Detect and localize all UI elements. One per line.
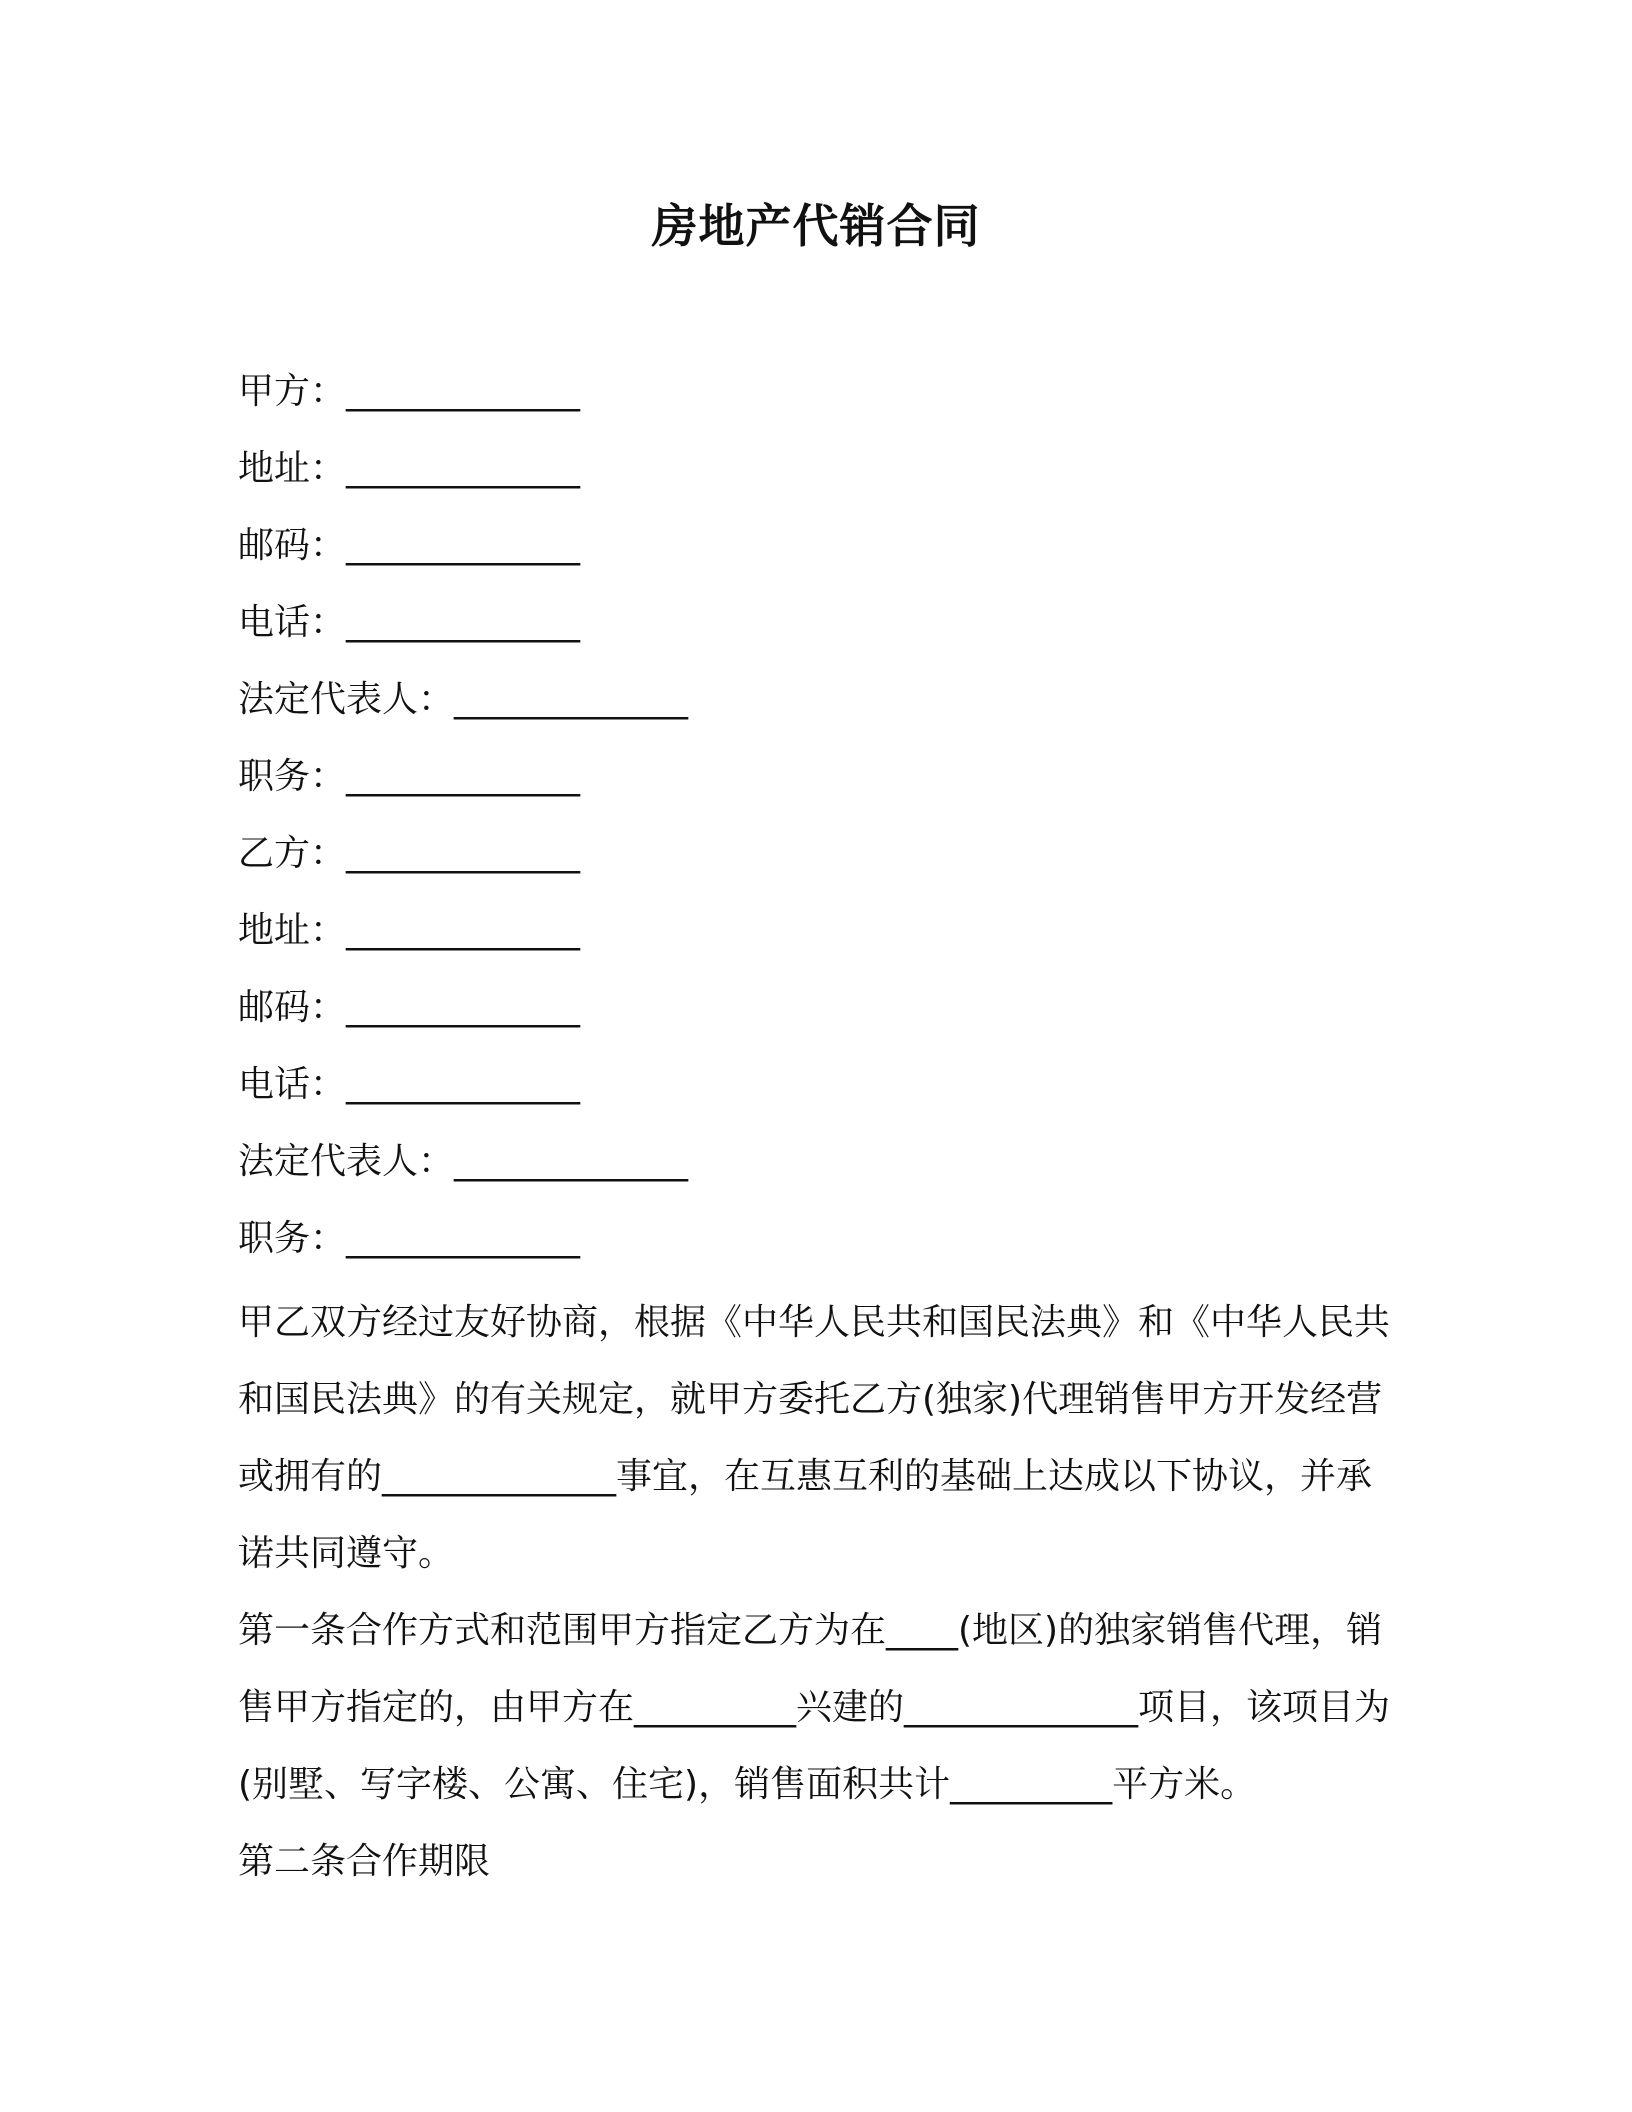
party-a-phone-field: 电话：_____________	[238, 602, 581, 643]
party-b-postcode-field: 邮码：_____________	[238, 987, 581, 1028]
party-b-phone-field: 电话：_____________	[238, 1064, 581, 1105]
contract-body	[238, 1284, 1398, 1900]
party-b-address-field: 地址：_____________	[238, 910, 581, 951]
article-1-paragraph: 第一条合作方式和范围甲方指定乙方为在____(地区)的独家销售代理，销售甲方指定的，由甲方在_________兴建的_____________项目，该项目为(别墅、写字楼、公寓、住宅)，销售面积共计_________平方米。	[238, 1610, 1391, 1805]
party-b-position-field: 职务：_____________	[238, 1218, 581, 1259]
party-b-name-field: 乙方：_____________	[238, 833, 581, 874]
party-a-postcode-field: 邮码：_____________	[238, 525, 581, 566]
party-info-list	[238, 362, 1398, 1286]
party-a-address-field: 地址：_____________	[238, 448, 581, 489]
preamble-paragraph: 甲乙双方经过友好协商，根据《中华人民共和国民法典》和《中华人民共和国民法典》的有关规定，就甲方委托乙方(独家)代理销售甲方开发经营或拥有的_____________事宜，在互惠互利的基础上达成以下协议，并承诺共同遵守。	[238, 1302, 1391, 1574]
document-title: 房地产代销合同	[651, 199, 981, 253]
party-a-legal-rep-field: 法定代表人：_____________	[238, 679, 689, 720]
party-b-legal-rep-field: 法定代表人：_____________	[238, 1141, 689, 1182]
party-a-name-field: 甲方：_____________	[238, 371, 581, 412]
article-2-heading: 第二条合作期限	[238, 1841, 491, 1882]
party-a-position-field: 职务：_____________	[238, 756, 581, 797]
